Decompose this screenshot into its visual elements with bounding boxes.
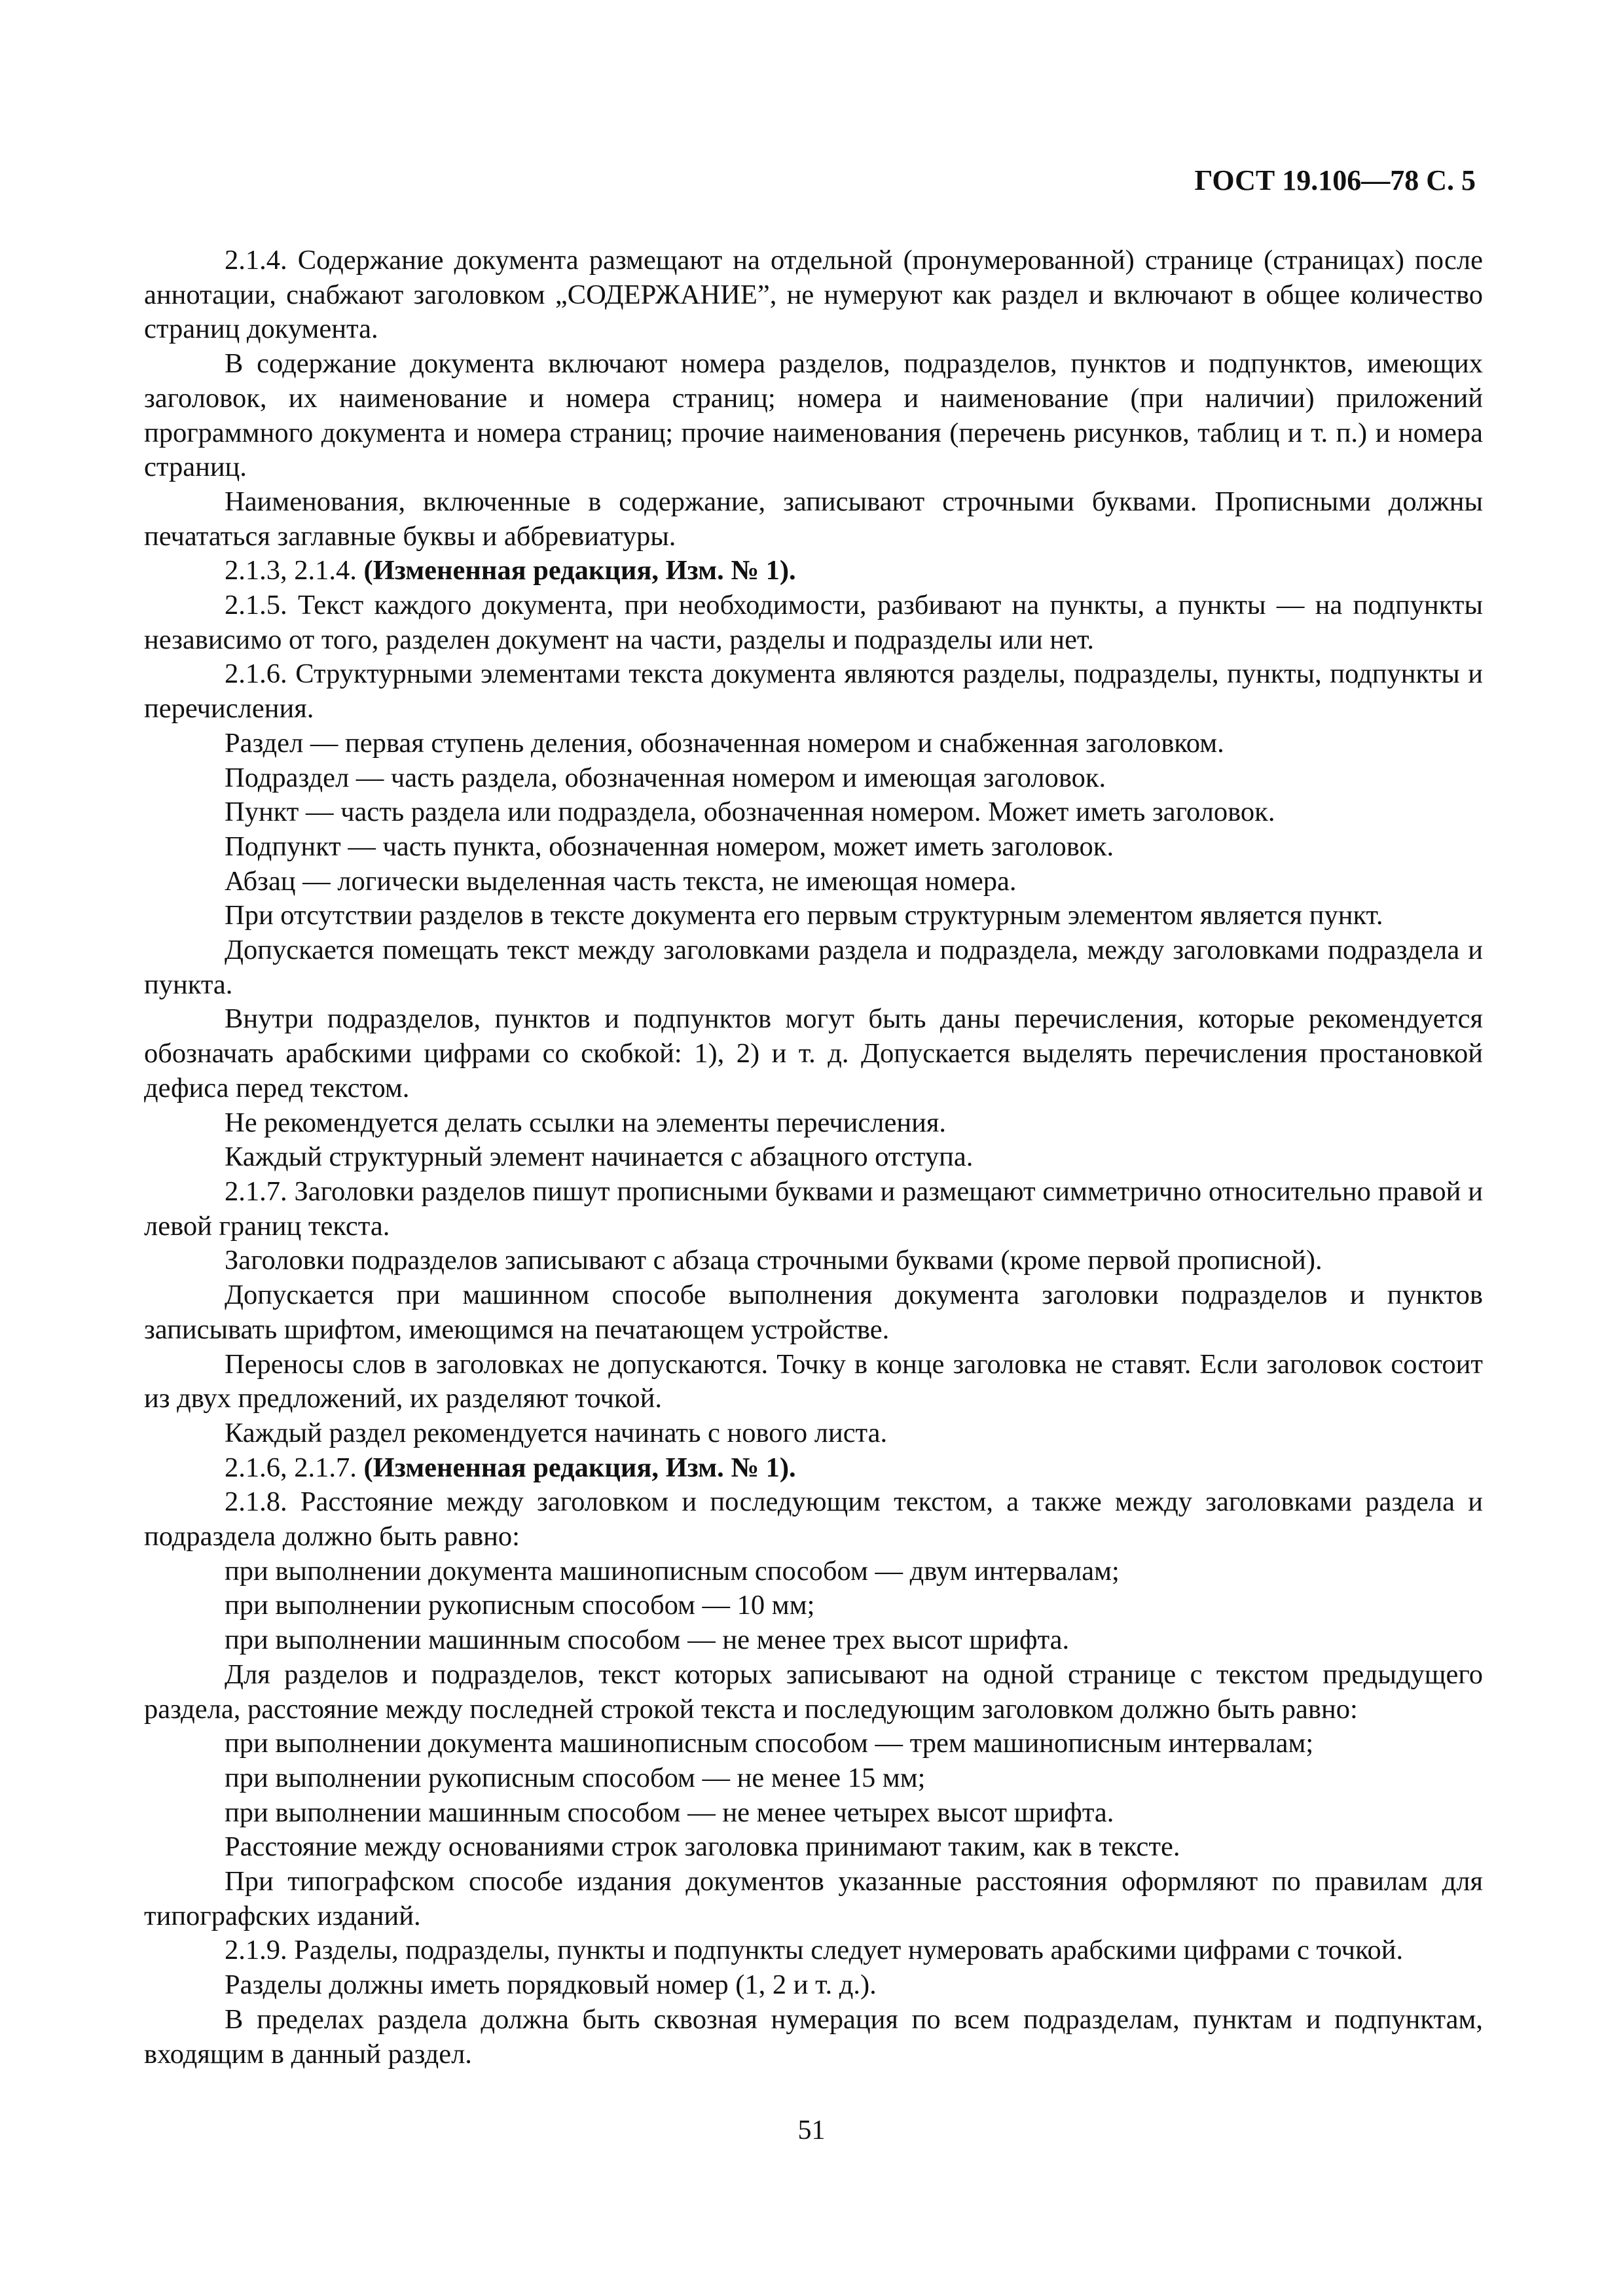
paragraph-text: Допускается при машинном способе выполнения документа заголовки подразделов и пунктов записывать шрифтом, имеющимся на печатающем устройстве.: [144, 1280, 1483, 1345]
paragraph-text: Абзац — логически выделенная часть текста, не имеющая номера.: [225, 865, 1017, 897]
paragraph: [144, 588, 1483, 657]
paragraph: [144, 1796, 1483, 1831]
paragraph: [144, 1554, 1483, 1589]
paragraph: [144, 1588, 1483, 1623]
paragraph: [144, 1106, 1483, 1141]
paragraph-text: 2.1.9. Разделы, подразделы, пункты и подпункты следует нумеровать арабскими цифрами с точкой.: [225, 1935, 1404, 1966]
paragraph: [144, 1348, 1483, 1416]
paragraph-text: При типографском способе издания документов указанные расстояния оформляют по правилам для типографских изданий.: [144, 1866, 1483, 1931]
paragraph: [144, 899, 1483, 933]
paragraph: [144, 865, 1483, 899]
paragraph-text: 2.1.4. Содержание документа размещают на отдельной (пронумерованной) странице (страницах) после аннотации, снабжают заголовком „СОДЕРЖАНИЕ”, не нумеруют как раздел и включают в общее количество страниц документа.: [144, 245, 1483, 345]
paragraph-text: Каждый раздел рекомендуется начинать с нового листа.: [225, 1417, 888, 1448]
paragraph-text: Подпункт — часть пункта, обозначенная номером, может иметь заголовок.: [225, 831, 1114, 862]
page-header: ГОСТ 19.106—78 С. 5: [1194, 164, 1476, 196]
paragraph: [144, 726, 1483, 761]
paragraph-text: Наименования, включенные в содержание, записывают строчными буквами. Прописными должны печататься заглавные буквы и аббревиатуры.: [144, 486, 1483, 552]
paragraph-text: Для разделов и подразделов, текст которых записывают на одной странице с текстом предыдущего раздела, расстояние между последней строкой текста и последующим заголовком должно быть равно:: [144, 1659, 1483, 1725]
paragraph-text: при выполнении документа машинописным способом — трем машинописным интервалам;: [225, 1728, 1314, 1759]
paragraph-text: Подраздел — часть раздела, обозначенная номером и имеющая заголовок.: [225, 762, 1106, 793]
paragraph: [144, 485, 1483, 554]
paragraph: [144, 1175, 1483, 1244]
paragraph: [144, 1623, 1483, 1658]
amendment-note: (Измененная редакция, Изм. № 1).: [363, 555, 796, 586]
paragraph-text: Внутри подразделов, пунктов и подпунктов могут быть даны перечисления, которые рекомендуется обозначать арабскими цифрами со скобкой: 1), 2) и т. д. Допускается выделять перечисления простановкой дефиса перед текстом.: [144, 1003, 1483, 1103]
paragraph: [144, 761, 1483, 796]
paragraph: [144, 1865, 1483, 1933]
paragraph: [144, 1727, 1483, 1761]
paragraph-text: Расстояние между основаниями строк заголовка принимают таким, как в тексте.: [225, 1831, 1180, 1863]
paragraph-text: Заголовки подразделов записывают с абзаца строчными буквами (кроме первой прописной).: [225, 1245, 1322, 1276]
paragraph: [144, 1140, 1483, 1175]
paragraph-text: 2.1.6, 2.1.7.: [225, 1452, 364, 1483]
paragraph-text: 2.1.5. Текст каждого документа, при необходимости, разбивают на пункты, а пункты — на подпункты независимо от того, разделен документ на части, разделы и подразделы или нет.: [144, 590, 1483, 655]
paragraph: [144, 1416, 1483, 1451]
paragraph-text: Не рекомендуется делать ссылки на элементы перечисления.: [225, 1107, 946, 1138]
paragraph-text: 2.1.7. Заголовки разделов пишут прописными буквами и размещают симметрично относительно правой и левой границ текста.: [144, 1175, 1483, 1242]
paragraph-text: при выполнении документа машинописным способом — двум интервалам;: [225, 1555, 1120, 1587]
paragraph: [144, 554, 1483, 588]
paragraph-text: при выполнении рукописным способом — 10 мм;: [225, 1590, 815, 1621]
paragraph: [144, 2003, 1483, 2072]
paragraph: [144, 1968, 1483, 2003]
paragraph-text: При отсутствии разделов в тексте документа его первым структурным элементом является пункт.: [225, 900, 1383, 931]
paragraph: [144, 933, 1483, 1002]
paragraph: [144, 795, 1483, 830]
paragraph-text: 2.1.6. Структурными элементами текста документа являются разделы, подразделы, пункты, подпункты и перечисления.: [144, 658, 1483, 725]
page-number: 51: [797, 2115, 826, 2145]
paragraph: [144, 243, 1483, 347]
paragraph: [144, 1244, 1483, 1278]
paragraph: [144, 1278, 1483, 1347]
paragraph-text: 2.1.8. Расстояние между заголовком и последующим текстом, а также между заголовками раздела и подраздела должно быть равно:: [144, 1486, 1483, 1552]
paragraph: [144, 1830, 1483, 1865]
paragraph: [144, 1933, 1483, 1968]
paragraph-text: Переносы слов в заголовках не допускаются. Точку в конце заголовка не ставят. Если заголовок состоит из двух предложений, их разделяют точкой.: [144, 1348, 1483, 1414]
amendment-note: (Измененная редакция, Изм. № 1).: [363, 1452, 796, 1483]
paragraph: [144, 1451, 1483, 1486]
paragraph-text: Пункт — часть раздела или подраздела, обозначенная номером. Может иметь заголовок.: [225, 797, 1275, 828]
paragraph-text: В пределах раздела должна быть сквозная нумерация по всем подразделам, пунктам и подпунктам, входящим в данный раздел.: [144, 2003, 1483, 2070]
paragraph-text: 2.1.3, 2.1.4.: [225, 555, 364, 586]
paragraph: [144, 347, 1483, 485]
document-body: [144, 243, 1483, 2072]
paragraph-text: Каждый структурный элемент начинается с абзацного отступа.: [225, 1141, 974, 1173]
paragraph: [144, 1761, 1483, 1796]
paragraph: [144, 1485, 1483, 1554]
paragraph: [144, 1002, 1483, 1105]
paragraph-text: Разделы должны иметь порядковый номер (1, 2 и т. д.).: [225, 1969, 877, 2001]
paragraph-text: Допускается помещать текст между заголовками раздела и подраздела, между заголовками подраздела и пункта.: [144, 935, 1483, 1000]
paragraph: [144, 657, 1483, 726]
paragraph-text: В содержание документа включают номера разделов, подразделов, пунктов и подпунктов, имеющих заголовок, их наименование и номера страниц; номера и наименование (при наличии) приложений программного документа и номера страниц; прочие наименования (перечень рисунков, таблиц и т. п.) и номера страниц.: [144, 348, 1483, 483]
paragraph: [144, 1658, 1483, 1727]
paragraph: [144, 830, 1483, 865]
paragraph-text: при выполнении машинным способом — не менее четырех высот шрифта.: [225, 1797, 1114, 1828]
paragraph-text: Раздел — первая ступень деления, обозначенная номером и снабженная заголовком.: [225, 727, 1224, 759]
paragraph-text: при выполнении рукописным способом — не менее 15 мм;: [225, 1762, 926, 1793]
paragraph-text: при выполнении машинным способом — не менее трех высот шрифта.: [225, 1624, 1070, 1656]
